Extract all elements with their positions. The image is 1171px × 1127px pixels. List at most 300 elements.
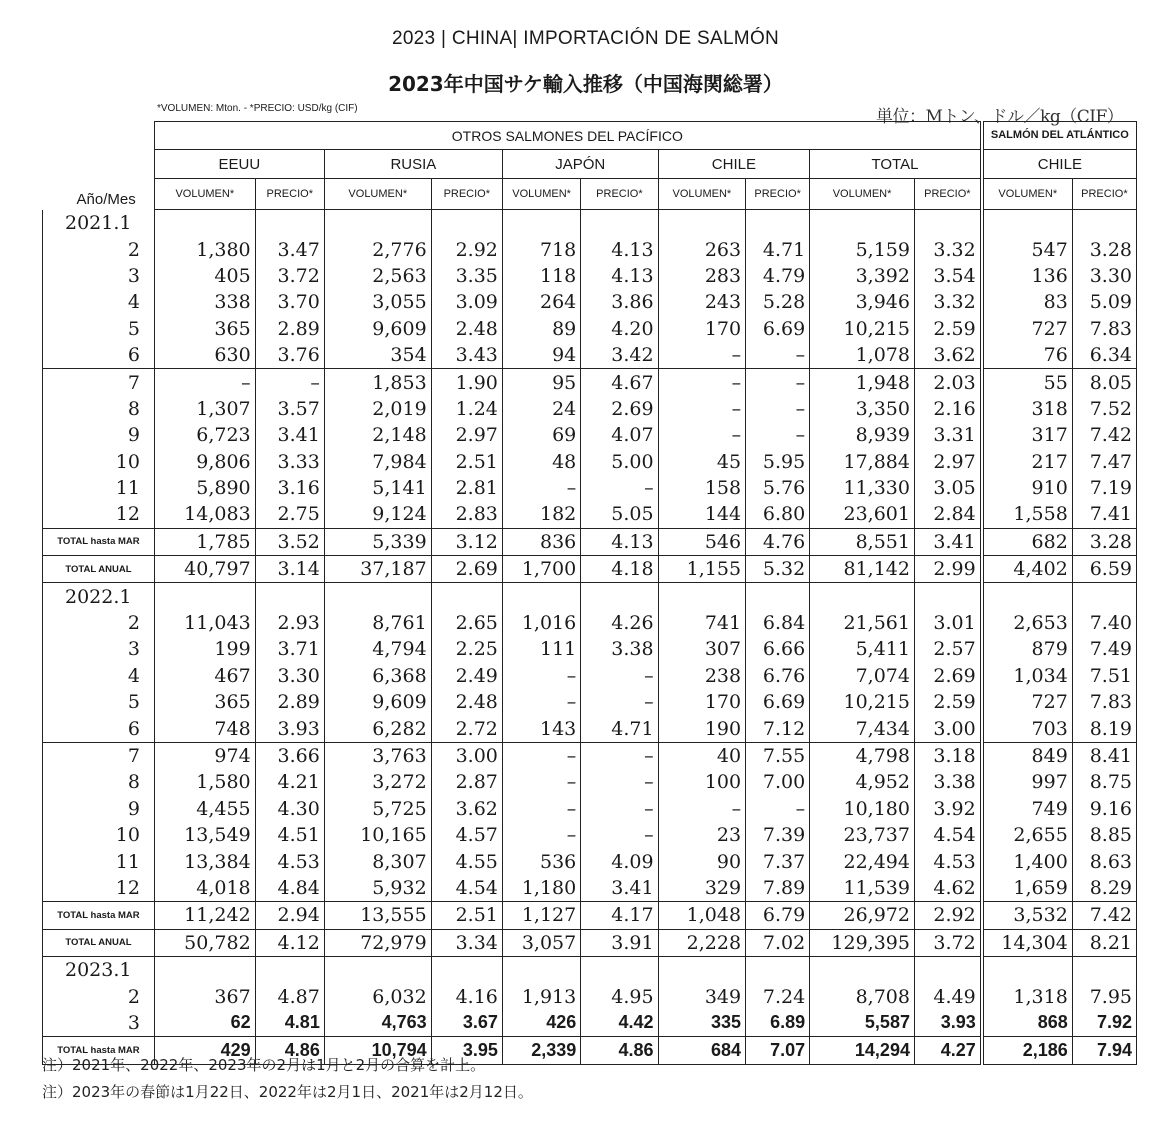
cell-volume xyxy=(810,210,915,237)
cell-price: 2.16 xyxy=(914,396,981,422)
cell-volume: 879 xyxy=(982,636,1073,662)
cell-price: 4.71 xyxy=(581,715,658,742)
cell-volume xyxy=(324,956,431,983)
cell-volume xyxy=(658,956,746,983)
cell-volume xyxy=(810,583,915,610)
cell-price xyxy=(1072,583,1136,610)
row-label: 4 xyxy=(43,663,155,689)
cell-price: 1.90 xyxy=(431,369,502,396)
cell-volume: 76 xyxy=(982,342,1073,369)
cell-price: 8.05 xyxy=(1072,369,1136,396)
cell-price: 3.01 xyxy=(914,610,981,636)
cell-price: 3.38 xyxy=(914,769,981,795)
cell-price: 2.69 xyxy=(431,556,502,583)
cell-volume: 9,609 xyxy=(324,316,431,342)
col-header-volume: VOLUMEN* xyxy=(502,179,580,210)
cell-price: – xyxy=(581,769,658,795)
cell-price: 4.62 xyxy=(914,875,981,902)
cell-volume: 1,180 xyxy=(502,875,580,902)
cell-volume: 129,395 xyxy=(810,929,915,956)
cell-volume: – xyxy=(658,422,746,448)
cell-price: 8.21 xyxy=(1072,929,1136,956)
cell-volume: 7,074 xyxy=(810,663,915,689)
cell-volume: 1,048 xyxy=(658,902,746,929)
cell-volume: 10,794 xyxy=(324,1037,431,1064)
table-row xyxy=(43,316,1137,342)
cell-price: 3.35 xyxy=(431,263,502,289)
cell-price: 2.48 xyxy=(431,316,502,342)
cell-volume: 5,339 xyxy=(324,528,431,555)
cell-price: 2.97 xyxy=(914,449,981,475)
cell-price: 3.62 xyxy=(431,796,502,822)
cell-price: 2.81 xyxy=(431,475,502,501)
cell-volume: 2,228 xyxy=(658,929,746,956)
row-label: TOTAL hasta MAR xyxy=(43,528,155,555)
cell-volume: 684 xyxy=(658,1037,746,1064)
cell-volume: 338 xyxy=(154,289,255,315)
cell-price: 7.47 xyxy=(1072,449,1136,475)
cell-price: 9.16 xyxy=(1072,796,1136,822)
cell-price: 4.17 xyxy=(581,902,658,929)
cell-price: 7.92 xyxy=(1072,1010,1136,1037)
cell-price: 3.28 xyxy=(1072,528,1136,555)
cell-volume: 8,551 xyxy=(810,528,915,555)
cell-volume: 547 xyxy=(982,236,1073,262)
cell-price xyxy=(1072,210,1136,237)
cell-price: 3.34 xyxy=(431,929,502,956)
cell-price: 7.00 xyxy=(746,769,810,795)
cell-volume: 24 xyxy=(502,396,580,422)
cell-price: 2.89 xyxy=(255,316,324,342)
cell-price: 3.76 xyxy=(255,342,324,369)
cell-volume: 317 xyxy=(982,422,1073,448)
row-label: 12 xyxy=(43,501,155,528)
cell-price: 6.69 xyxy=(746,316,810,342)
cell-volume: 26,972 xyxy=(810,902,915,929)
cell-volume: 7,434 xyxy=(810,715,915,742)
cell-price: 4.09 xyxy=(581,848,658,874)
cell-volume: 3,392 xyxy=(810,263,915,289)
col-header-volume: VOLUMEN* xyxy=(154,179,255,210)
table-row xyxy=(43,796,1137,822)
cell-price xyxy=(431,583,502,610)
cell-volume: 8,307 xyxy=(324,848,431,874)
cell-volume: – xyxy=(502,769,580,795)
cell-volume: 48 xyxy=(502,449,580,475)
cell-price: 3.54 xyxy=(914,263,981,289)
cell-volume: 741 xyxy=(658,610,746,636)
row-label: 9 xyxy=(43,796,155,822)
cell-price: 2.69 xyxy=(581,396,658,422)
cell-price: 3.41 xyxy=(914,528,981,555)
cell-volume: 11,043 xyxy=(154,610,255,636)
cell-volume: 849 xyxy=(982,742,1073,769)
cell-price: 3.18 xyxy=(914,742,981,769)
cell-price: 4.42 xyxy=(581,1010,658,1037)
cell-volume: 243 xyxy=(658,289,746,315)
cell-volume: 4,798 xyxy=(810,742,915,769)
cell-volume: 238 xyxy=(658,663,746,689)
table-row xyxy=(43,501,1137,528)
row-label: 2022.1 xyxy=(43,583,155,610)
table-row xyxy=(43,610,1137,636)
cell-volume: 6,723 xyxy=(154,422,255,448)
cell-price: 3.93 xyxy=(255,715,324,742)
country-header-chile: CHILE xyxy=(658,150,810,179)
unit-note-japanese: 単位：Mトン、ドル／kg（CIF） xyxy=(876,107,1124,127)
cell-price: 4.95 xyxy=(581,983,658,1009)
cell-volume: 1,078 xyxy=(810,342,915,369)
cell-price: 4.13 xyxy=(581,528,658,555)
row-label: 9 xyxy=(43,422,155,448)
total-row xyxy=(43,528,1137,555)
cell-volume: 703 xyxy=(982,715,1073,742)
cell-volume: 354 xyxy=(324,342,431,369)
table-row xyxy=(43,263,1137,289)
cell-volume: 263 xyxy=(658,236,746,262)
cell-price xyxy=(431,210,502,237)
cell-volume: 5,411 xyxy=(810,636,915,662)
group-header-atlantic-label: SALMÓN DEL ATLÁNTICO xyxy=(990,129,1129,141)
cell-price: 3.28 xyxy=(1072,236,1136,262)
cell-volume xyxy=(324,210,431,237)
table-row xyxy=(43,342,1137,369)
cell-price: 4.87 xyxy=(255,983,324,1009)
cell-price xyxy=(914,583,981,610)
row-label: TOTAL ANUAL xyxy=(43,556,155,583)
table-row xyxy=(43,848,1137,874)
cell-volume: 13,549 xyxy=(154,822,255,848)
table-row xyxy=(43,663,1137,689)
table-row xyxy=(43,769,1137,795)
cell-price: 7.55 xyxy=(746,742,810,769)
table-row xyxy=(43,236,1137,262)
cell-volume: 95 xyxy=(502,369,580,396)
cell-volume: 69 xyxy=(502,422,580,448)
cell-volume: – xyxy=(154,369,255,396)
row-label: 5 xyxy=(43,689,155,715)
cell-price: 2.51 xyxy=(431,902,502,929)
cell-volume: 1,913 xyxy=(502,983,580,1009)
cell-volume: 329 xyxy=(658,875,746,902)
cell-price: 3.32 xyxy=(914,236,981,262)
cell-volume: 836 xyxy=(502,528,580,555)
row-label: 8 xyxy=(43,769,155,795)
cell-volume: – xyxy=(658,796,746,822)
cell-price: 3.72 xyxy=(914,929,981,956)
cell-price: 7.40 xyxy=(1072,610,1136,636)
cell-volume xyxy=(502,956,580,983)
cell-volume: 3,350 xyxy=(810,396,915,422)
cell-volume xyxy=(810,956,915,983)
cell-volume: 1,400 xyxy=(982,848,1073,874)
cell-price: – xyxy=(581,689,658,715)
footnotes xyxy=(42,1052,533,1106)
group-header-atlantic xyxy=(982,122,1137,150)
cell-price: 3.47 xyxy=(255,236,324,262)
cell-price: 8.41 xyxy=(1072,742,1136,769)
cell-volume: 21,561 xyxy=(810,610,915,636)
cell-volume: – xyxy=(658,396,746,422)
cell-price: 3.09 xyxy=(431,289,502,315)
cell-volume: 62 xyxy=(154,1010,255,1037)
cell-price: 2.83 xyxy=(431,501,502,528)
cell-volume xyxy=(502,210,580,237)
cell-volume: 40 xyxy=(658,742,746,769)
cell-volume: 749 xyxy=(982,796,1073,822)
cell-volume xyxy=(658,583,746,610)
cell-volume: 11,242 xyxy=(154,902,255,929)
cell-price: 4.20 xyxy=(581,316,658,342)
cell-price: 7.24 xyxy=(746,983,810,1009)
cell-price: 2.84 xyxy=(914,501,981,528)
cell-volume: 2,186 xyxy=(982,1037,1073,1064)
cell-price: 4.86 xyxy=(255,1037,324,1064)
cell-volume: 1,785 xyxy=(154,528,255,555)
cell-price: 7.41 xyxy=(1072,501,1136,528)
cell-volume: 6,282 xyxy=(324,715,431,742)
cell-price: – xyxy=(255,369,324,396)
cell-volume: 5,159 xyxy=(810,236,915,262)
cell-price: – xyxy=(746,796,810,822)
cell-price: 3.33 xyxy=(255,449,324,475)
cell-volume: 3,532 xyxy=(982,902,1073,929)
cell-price: 8.63 xyxy=(1072,848,1136,874)
cell-price: 8.29 xyxy=(1072,875,1136,902)
cell-volume xyxy=(154,583,255,610)
cell-price: – xyxy=(746,422,810,448)
cell-price: 4.57 xyxy=(431,822,502,848)
row-label: 7 xyxy=(43,742,155,769)
cell-price xyxy=(1072,956,1136,983)
row-label: 12 xyxy=(43,875,155,902)
row-label: 2021.1 xyxy=(43,210,155,237)
cell-price: 3.16 xyxy=(255,475,324,501)
cell-price: 7.19 xyxy=(1072,475,1136,501)
cell-volume: 997 xyxy=(982,769,1073,795)
row-label: 3 xyxy=(43,636,155,662)
country-header-chile-atlantic: CHILE xyxy=(982,150,1137,179)
cell-price: 6.66 xyxy=(746,636,810,662)
row-label: 6 xyxy=(43,342,155,369)
page-title: 2023 | CHINA| IMPORTACIÓN DE SALMÓN xyxy=(391,28,780,49)
cell-price: 3.52 xyxy=(255,528,324,555)
cell-price: 6.69 xyxy=(746,689,810,715)
cell-price: 6.84 xyxy=(746,610,810,636)
cell-price: – xyxy=(581,796,658,822)
cell-price: 5.76 xyxy=(746,475,810,501)
cell-price: 3.00 xyxy=(914,715,981,742)
col-header-volume: VOLUMEN* xyxy=(324,179,431,210)
cell-volume: 2,655 xyxy=(982,822,1073,848)
cell-price: – xyxy=(581,822,658,848)
cell-price: 2.89 xyxy=(255,689,324,715)
cell-volume: 4,018 xyxy=(154,875,255,902)
cell-price: 4.13 xyxy=(581,236,658,262)
cell-price: 2.49 xyxy=(431,663,502,689)
cell-volume: 974 xyxy=(154,742,255,769)
cell-volume: – xyxy=(502,796,580,822)
salmon-import-table-wrapper xyxy=(42,121,1137,1060)
cell-volume: 55 xyxy=(982,369,1073,396)
cell-price: 2.69 xyxy=(914,663,981,689)
row-label: 11 xyxy=(43,475,155,501)
cell-volume: 10,165 xyxy=(324,822,431,848)
cell-price: 2.59 xyxy=(914,689,981,715)
table-row xyxy=(43,475,1137,501)
row-label: 2 xyxy=(43,983,155,1009)
cell-price: 6.79 xyxy=(746,902,810,929)
cell-volume: 13,555 xyxy=(324,902,431,929)
cell-volume: 868 xyxy=(982,1010,1073,1037)
cell-price: 4.84 xyxy=(255,875,324,902)
cell-price: 3.05 xyxy=(914,475,981,501)
cell-price: 3.31 xyxy=(914,422,981,448)
cell-volume xyxy=(982,583,1073,610)
cell-price: 8.75 xyxy=(1072,769,1136,795)
cell-price: 7.89 xyxy=(746,875,810,902)
cell-volume: 727 xyxy=(982,316,1073,342)
cell-volume: 4,763 xyxy=(324,1010,431,1037)
cell-price: 6.34 xyxy=(1072,342,1136,369)
cell-price: 4.54 xyxy=(431,875,502,902)
cell-volume: 23,737 xyxy=(810,822,915,848)
cell-volume: 158 xyxy=(658,475,746,501)
cell-volume: – xyxy=(502,822,580,848)
cell-volume: 217 xyxy=(982,449,1073,475)
cell-price: 3.67 xyxy=(431,1010,502,1037)
row-header-label: Año/Mes xyxy=(76,190,136,208)
cell-volume: 264 xyxy=(502,289,580,315)
cell-price: – xyxy=(746,342,810,369)
cell-price: 4.18 xyxy=(581,556,658,583)
cell-price: 6.80 xyxy=(746,501,810,528)
cell-price: 3.00 xyxy=(431,742,502,769)
cell-volume: 72,979 xyxy=(324,929,431,956)
cell-volume: 111 xyxy=(502,636,580,662)
cell-price: 2.48 xyxy=(431,689,502,715)
cell-price: 8.85 xyxy=(1072,822,1136,848)
cell-volume: 1,307 xyxy=(154,396,255,422)
cell-volume: 94 xyxy=(502,342,580,369)
cell-price: 7.07 xyxy=(746,1037,810,1064)
cell-volume: 143 xyxy=(502,715,580,742)
cell-price: 3.32 xyxy=(914,289,981,315)
cell-price xyxy=(581,210,658,237)
cell-volume: 5,587 xyxy=(810,1010,915,1037)
cell-volume: 5,932 xyxy=(324,875,431,902)
cell-price: 2.92 xyxy=(914,902,981,929)
cell-volume: 5,890 xyxy=(154,475,255,501)
row-label: 10 xyxy=(43,822,155,848)
cell-volume: – xyxy=(658,342,746,369)
cell-price: 4.55 xyxy=(431,848,502,874)
table-row xyxy=(43,636,1137,662)
cell-price: 2.51 xyxy=(431,449,502,475)
cell-price xyxy=(581,956,658,983)
cell-price: 4.26 xyxy=(581,610,658,636)
cell-price: 7.42 xyxy=(1072,422,1136,448)
row-label: 4 xyxy=(43,289,155,315)
salmon-import-table xyxy=(42,121,1137,1065)
cell-price: 7.42 xyxy=(1072,902,1136,929)
cell-volume: 1,948 xyxy=(810,369,915,396)
cell-volume: 349 xyxy=(658,983,746,1009)
table-row xyxy=(43,289,1137,315)
cell-price: 5.05 xyxy=(581,501,658,528)
cell-volume: 136 xyxy=(982,263,1073,289)
cell-volume: 1,558 xyxy=(982,501,1073,528)
cell-volume: 727 xyxy=(982,689,1073,715)
cell-volume: 1,155 xyxy=(658,556,746,583)
cell-price: 2.57 xyxy=(914,636,981,662)
cell-price: 3.41 xyxy=(581,875,658,902)
cell-price: 7.95 xyxy=(1072,983,1136,1009)
cell-price: 5.32 xyxy=(746,556,810,583)
footnote-2: 注）2023年の春節は1月22日、2022年は2月1日、2021年は2月12日。 xyxy=(42,1083,533,1101)
cell-volume: 6,368 xyxy=(324,663,431,689)
cell-volume: 1,700 xyxy=(502,556,580,583)
cell-price: 2.87 xyxy=(431,769,502,795)
cell-price: 3.71 xyxy=(255,636,324,662)
cell-volume: 8,708 xyxy=(810,983,915,1009)
cell-price: 7.51 xyxy=(1072,663,1136,689)
cell-volume: 170 xyxy=(658,689,746,715)
cell-volume: 429 xyxy=(154,1037,255,1064)
cell-price: 2.59 xyxy=(914,316,981,342)
cell-volume: 630 xyxy=(154,342,255,369)
cell-volume: 1,127 xyxy=(502,902,580,929)
table-row xyxy=(43,210,1137,237)
cell-volume: 144 xyxy=(658,501,746,528)
cell-volume: 50,782 xyxy=(154,929,255,956)
cell-price: 3.42 xyxy=(581,342,658,369)
cell-volume: 365 xyxy=(154,689,255,715)
cell-price: 4.53 xyxy=(255,848,324,874)
table-row xyxy=(43,369,1137,396)
cell-price: 3.72 xyxy=(255,263,324,289)
table-row xyxy=(43,449,1137,475)
cell-volume: 2,339 xyxy=(502,1037,580,1064)
cell-volume: 910 xyxy=(982,475,1073,501)
col-header-volume: VOLUMEN* xyxy=(810,179,915,210)
cell-price: 2.75 xyxy=(255,501,324,528)
cell-volume: 2,148 xyxy=(324,422,431,448)
cell-volume: 9,609 xyxy=(324,689,431,715)
cell-price: – xyxy=(581,475,658,501)
cell-volume xyxy=(982,956,1073,983)
cell-price xyxy=(914,210,981,237)
cell-volume: 682 xyxy=(982,528,1073,555)
cell-volume: 10,215 xyxy=(810,689,915,715)
cell-volume: 426 xyxy=(502,1010,580,1037)
cell-volume: 11,539 xyxy=(810,875,915,902)
cell-price xyxy=(581,583,658,610)
table-row xyxy=(43,822,1137,848)
cell-price: 6.59 xyxy=(1072,556,1136,583)
cell-volume: 10,215 xyxy=(810,316,915,342)
col-header-volume: VOLUMEN* xyxy=(982,179,1073,210)
cell-volume: 467 xyxy=(154,663,255,689)
cell-volume: 718 xyxy=(502,236,580,262)
total-row xyxy=(43,929,1137,956)
cell-volume: 307 xyxy=(658,636,746,662)
table-row xyxy=(43,422,1137,448)
cell-volume: 2,019 xyxy=(324,396,431,422)
cell-volume: 2,653 xyxy=(982,610,1073,636)
country-header-rusia: RUSIA xyxy=(324,150,502,179)
cell-volume: – xyxy=(502,689,580,715)
